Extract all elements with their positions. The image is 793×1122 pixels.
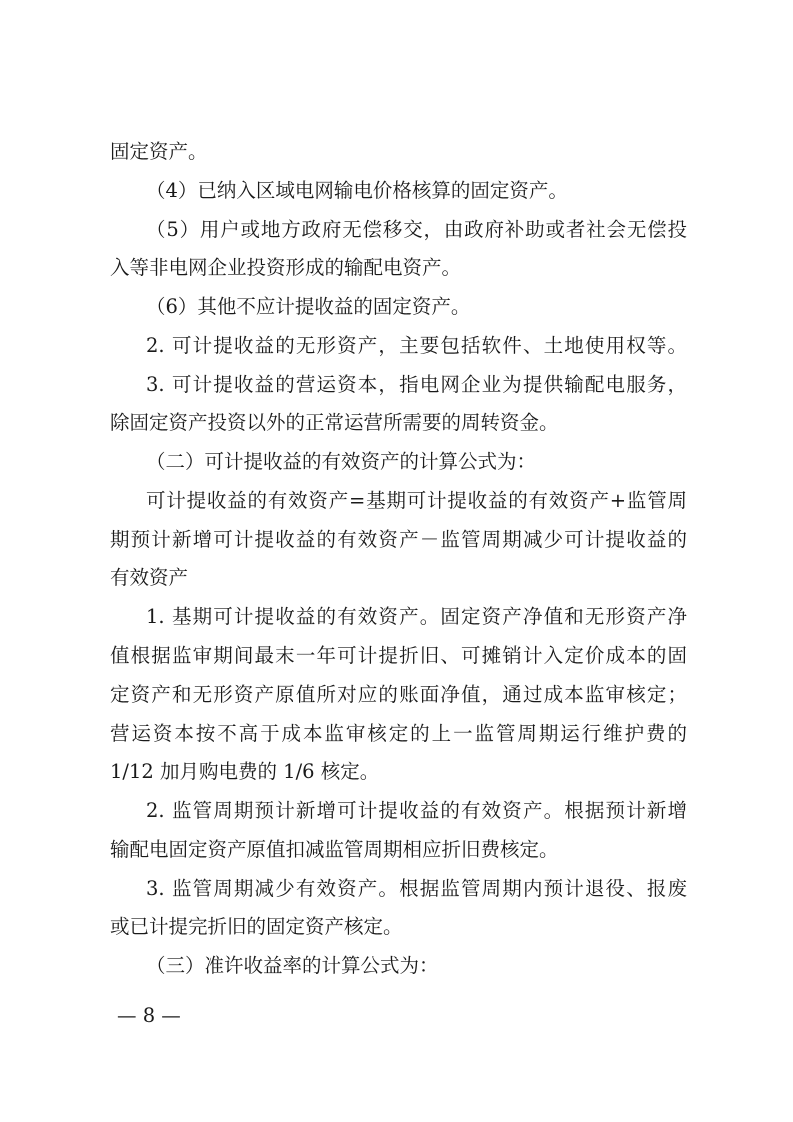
text-line: 营运资本按不高于成本监审核定的上一监管周期运行维护费的: [110, 722, 687, 745]
text-line: （4）已纳入区域电网输电价格核算的固定资产。: [146, 179, 568, 202]
page-number: — 8 —: [117, 1004, 181, 1027]
text-line: 3. 监管周期减少有效资产。根据监管周期内预计退役、报废: [146, 877, 687, 900]
text-line: 1. 基期可计提收益的有效资产。固定资产净值和无形资产净: [146, 605, 687, 628]
text-line: 有效资产: [110, 566, 189, 589]
text-line: （6）其他不应计提收益的固定资产。: [146, 295, 471, 318]
text-line: （5）用户或地方政府无偿移交，由政府补助或者社会无偿投: [146, 218, 687, 241]
text-line: 3. 可计提收益的营运资本，指电网企业为提供输配电服务，: [146, 373, 687, 396]
text-line: 可计提收益的有效资产=基期可计提收益的有效资产+监管周: [146, 489, 687, 512]
text-line: 2. 可计提收益的无形资产，主要包括软件、土地使用权等。: [146, 334, 687, 357]
text-line: 2. 监管周期预计新增可计提收益的有效资产。根据预计新增: [146, 799, 687, 822]
text-line: 输配电固定资产原值扣减监管周期相应折旧费核定。: [110, 838, 559, 861]
text-line: （三）准许收益率的计算公式为：: [146, 954, 439, 977]
text-line: 1/12 加月购电费的 1/6 核定。: [110, 760, 380, 783]
text-line: 或已计提完折旧的固定资产核定。: [110, 915, 403, 938]
text-line: 期预计新增可计提收益的有效资产－监管周期减少可计提收益的: [110, 528, 687, 551]
text-line: （二）可计提收益的有效资产的计算公式为：: [146, 450, 537, 473]
text-line: 入等非电网企业投资形成的输配电资产。: [110, 256, 462, 279]
text-line: 值根据监审期间最末一年可计提折旧、可摊销计入定价成本的固: [110, 644, 687, 667]
text-line: 除固定资产投资以外的正常运营所需要的周转资金。: [110, 411, 559, 434]
text-line: 固定资产。: [110, 140, 208, 163]
text-line: 定资产和无形资产原值所对应的账面净值，通过成本监审核定；: [110, 683, 687, 706]
